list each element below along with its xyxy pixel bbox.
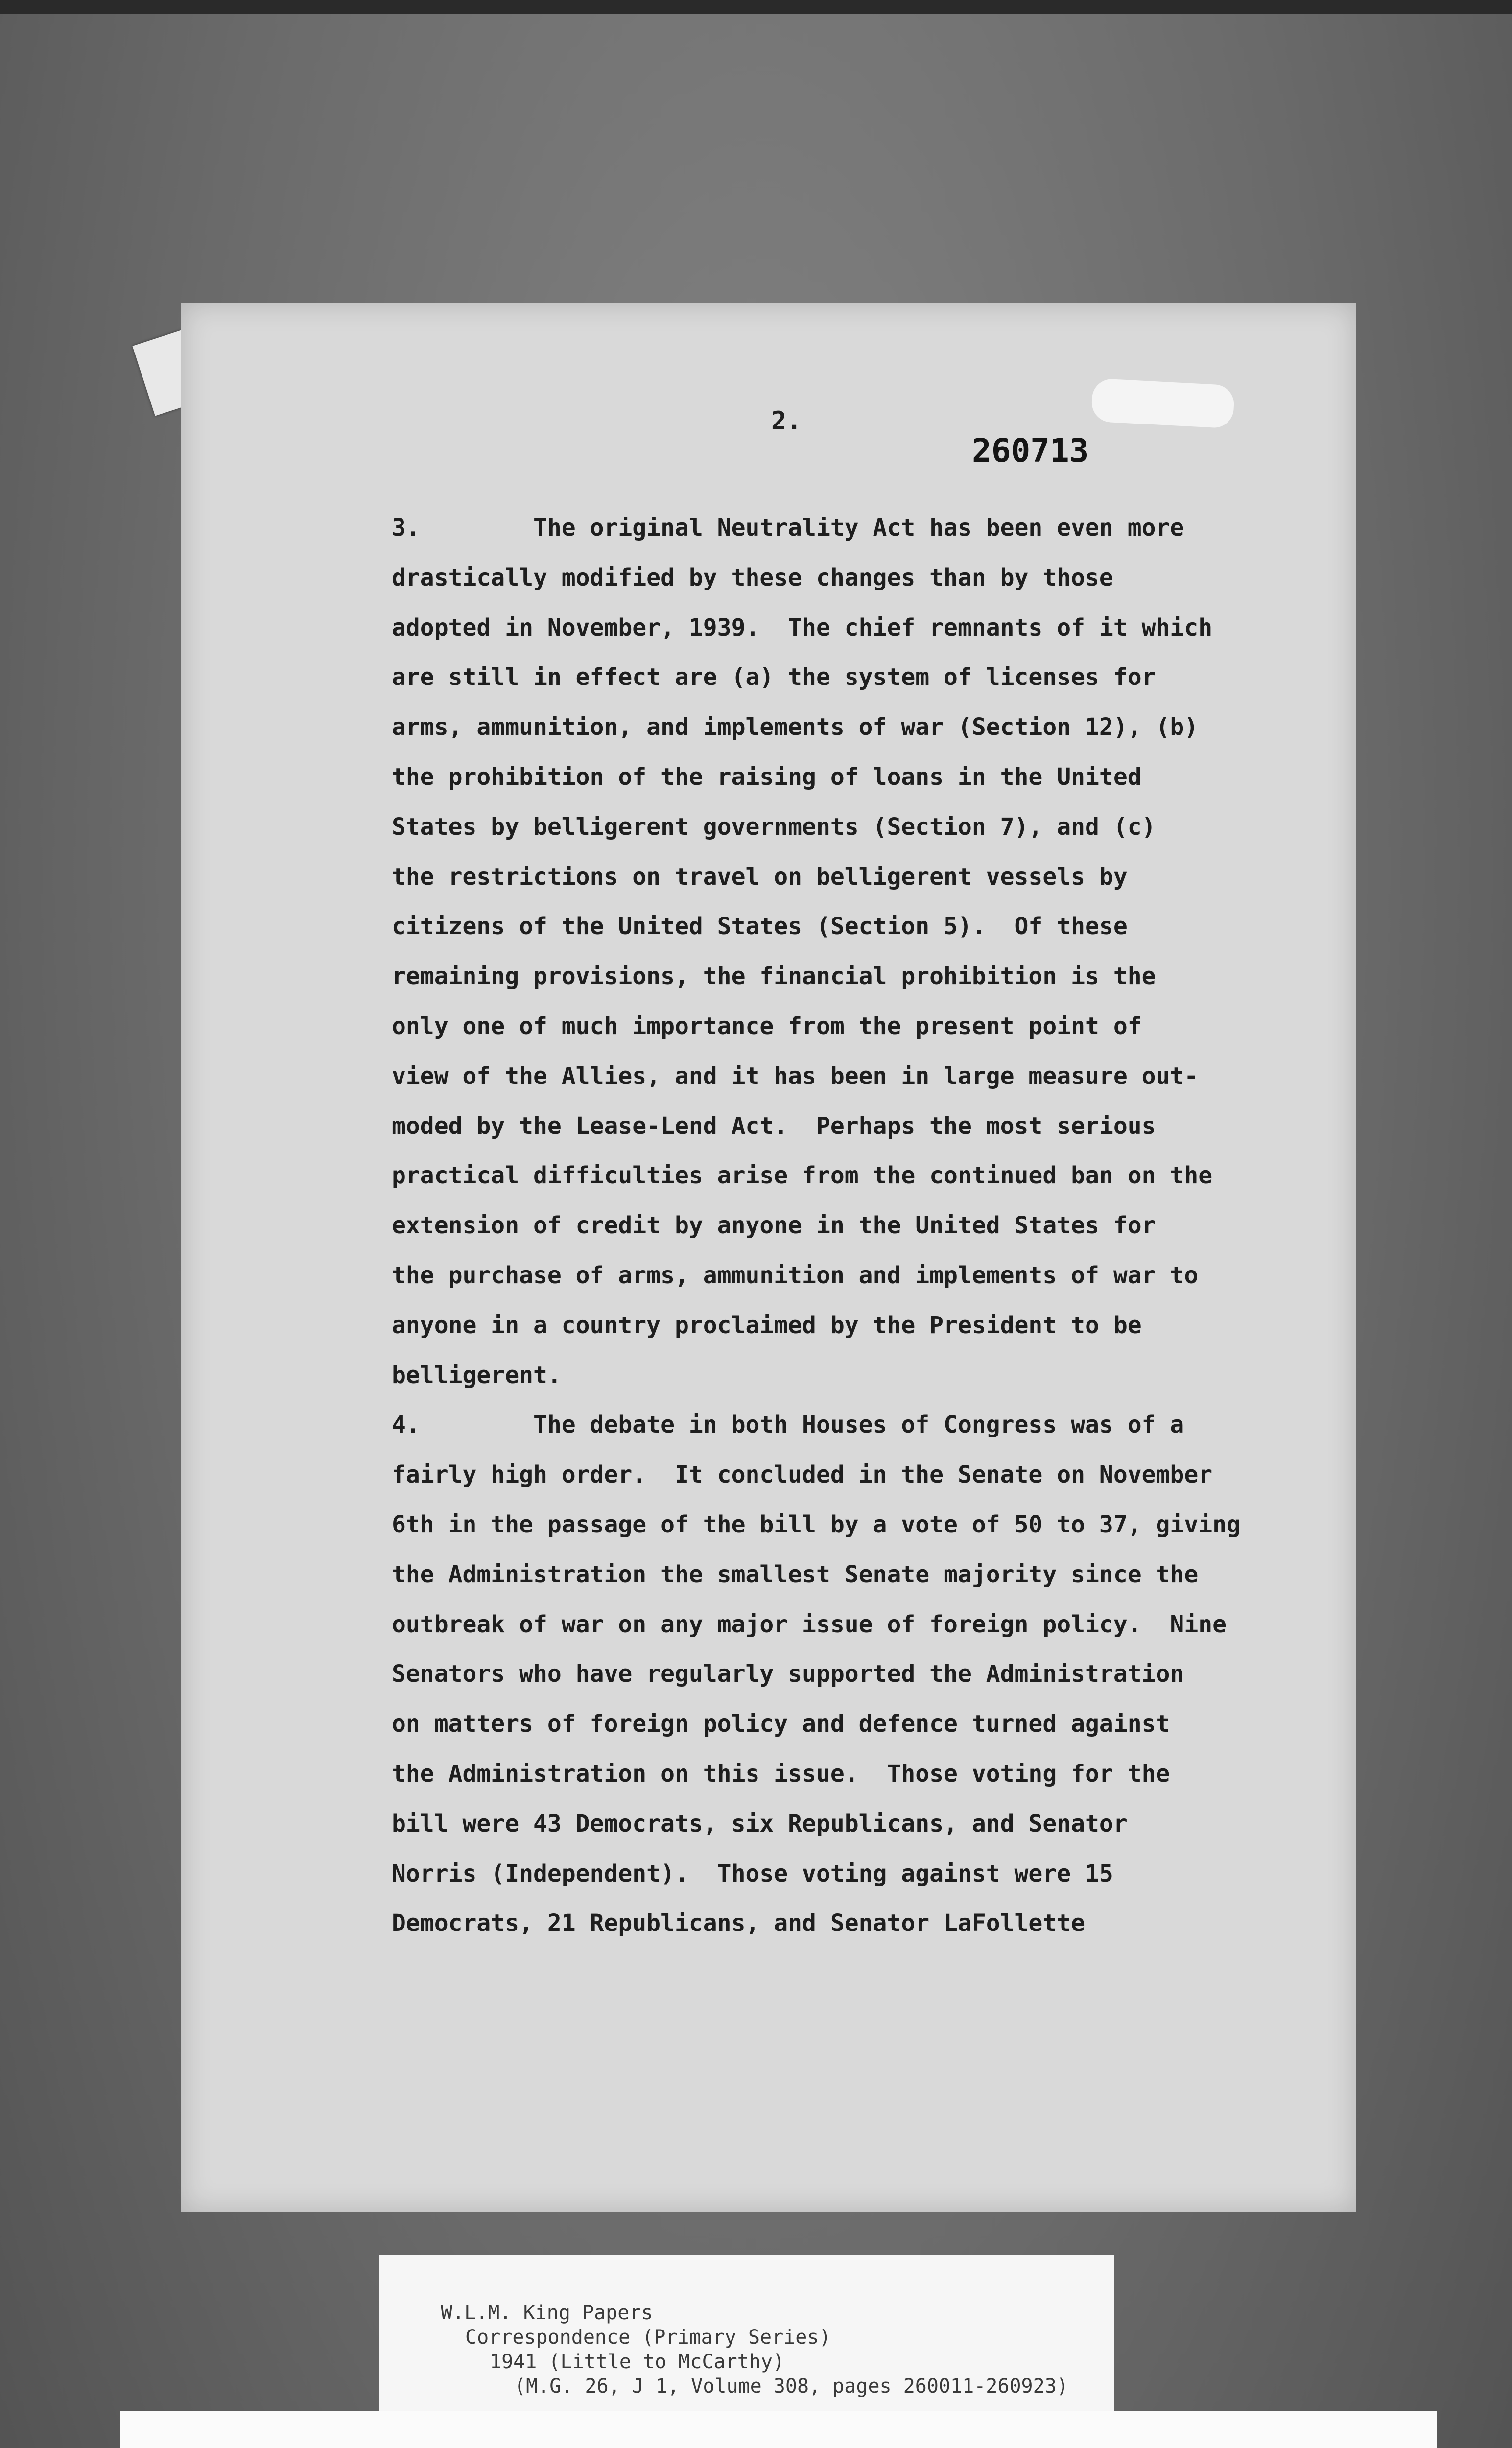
- text-line: adopted in November, 1939. The chief remnants of it which: [392, 613, 1213, 641]
- text-line: arms, ammunition, and implements of war (Section 12), (b): [392, 713, 1199, 741]
- page-number: 2.: [771, 406, 802, 436]
- text-line: the Administration the smallest Senate majority since the: [392, 1560, 1199, 1588]
- text-line: drastically modified by these changes than by those: [392, 564, 1113, 591]
- label-year: 1941 (Little to McCarthy): [490, 2351, 785, 2373]
- text-line: only one of much importance from the present point of: [392, 1012, 1142, 1040]
- document-body: [392, 503, 1283, 1949]
- text-line: bill were 43 Democrats, six Republicans, and Senator: [392, 1810, 1128, 1837]
- text-line: belligerent.: [392, 1361, 562, 1389]
- catalogue-label: [379, 2255, 1114, 2417]
- text-line: view of the Allies, and it has been in large measure out-: [392, 1062, 1199, 1090]
- text-line: anyone in a country proclaimed by the President to be: [392, 1311, 1142, 1339]
- text-line: Senators who have regularly supported the Administration: [392, 1660, 1184, 1688]
- archives-banner: [120, 2411, 1437, 2448]
- text-line: fairly high order. It concluded in the Senate on November: [392, 1461, 1213, 1489]
- text-line: practical difficulties arise from the continued ban on the: [392, 1162, 1213, 1190]
- text-line: 6th in the passage of the bill by a vote of 50 to 37, giving: [392, 1510, 1241, 1538]
- text-line: moded by the Lease-Lend Act. Perhaps the most serious: [392, 1112, 1156, 1140]
- text-line: are still in effect are (a) the system of licenses for: [392, 663, 1156, 691]
- text-line: the Administration on this issue. Those voting for the: [392, 1760, 1170, 1788]
- text-line: extension of credit by anyone in the United States for: [392, 1212, 1156, 1240]
- text-line: the purchase of arms, ammunition and implements of war to: [392, 1261, 1199, 1289]
- text-line: 3. The original Neutrality Act has been even more: [392, 514, 1184, 541]
- text-line: Norris (Independent). Those voting against were 15: [392, 1860, 1113, 1887]
- text-line: Democrats, 21 Republicans, and Senator LaFollette: [392, 1909, 1086, 1937]
- text-line: the restrictions on travel on belligerent vessels by: [392, 863, 1128, 891]
- tape-strip: [1091, 378, 1235, 428]
- text-line: 4. The debate in both Houses of Congress was of a: [392, 1411, 1184, 1439]
- text-line: the prohibition of the raising of loans in the United: [392, 763, 1142, 791]
- text-line: outbreak of war on any major issue of foreign policy. Nine: [392, 1610, 1227, 1638]
- document-number: 260713: [972, 432, 1089, 470]
- label-collection: W.L.M. King Papers: [441, 2302, 653, 2324]
- frame-top-edge: [0, 0, 1512, 14]
- label-series: Correspondence (Primary Series): [465, 2326, 831, 2349]
- text-line: remaining provisions, the financial prohibition is the: [392, 963, 1156, 990]
- label-volume: (M.G. 26, J 1, Volume 308, pages 260011-260923): [514, 2375, 1068, 2398]
- text-line: on matters of foreign policy and defence turned against: [392, 1710, 1170, 1738]
- text-line: citizens of the United States (Section 5). Of these: [392, 913, 1128, 941]
- text-line: States by belligerent governments (Section 7), and (c): [392, 813, 1156, 841]
